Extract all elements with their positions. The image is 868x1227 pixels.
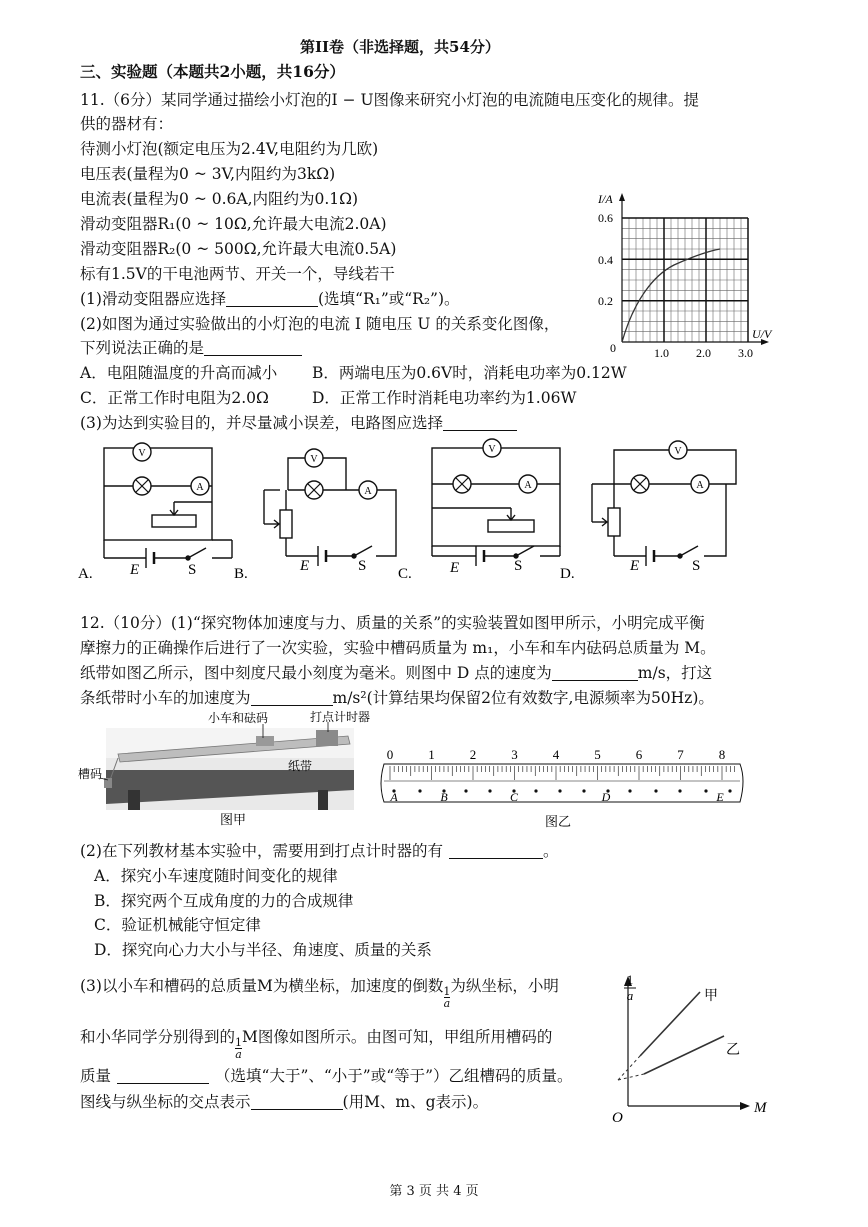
q11-part2-line1: (2)如图为通过实验做出的小灯泡的电流 I 随电压 U 的关系变化图像，	[80, 315, 560, 333]
q12-line3-text: 纸带如图乙所示，图中刻度尺最小刻度为毫米。则图中 D 点的速度为	[80, 664, 552, 682]
meter-label: V	[310, 454, 318, 465]
ruler-tape-figure	[378, 746, 748, 836]
iu-origin: 0	[610, 341, 616, 355]
iu-ylabel: I/A	[598, 192, 613, 206]
q11-part3-text: (3)为达到实验目的，并尽量减小误差，电路图应选择	[80, 414, 443, 432]
tape-point-label: A	[390, 790, 398, 804]
q11-item-lamp: 待测小灯泡(额定电压为2.4V,电阻约为几欧)	[80, 140, 379, 158]
tape-dot	[418, 789, 421, 792]
figure-caption: 图甲	[220, 812, 247, 827]
q12-part2-end: 。	[542, 842, 559, 860]
iu-xlabel: U/V	[752, 327, 772, 341]
battery-label: E	[300, 558, 310, 574]
answer-blank[interactable]	[552, 665, 638, 682]
circuit-d	[592, 450, 736, 566]
tape-dot	[534, 789, 537, 792]
q11-option-a: A．电阻随温度的升高而减小	[80, 364, 278, 382]
q12-part2	[80, 839, 558, 861]
ruler-number: 6	[635, 747, 643, 762]
answer-blank[interactable]	[251, 690, 333, 707]
q12-part3-line4	[80, 1090, 488, 1112]
q12-part3-text: （选填“大于”、“小于”或“等于”）乙组槽码的质量。	[215, 1067, 573, 1085]
q11-item-r1: 滑动变阻器R₁(0 ~ 10Ω,允许最大电流2.0A)	[80, 215, 387, 233]
ruler-number: 0	[386, 747, 394, 762]
iu-grid	[622, 218, 748, 342]
q12-line4-unit: m/s²(计算结果均保留2位有效数字,电源频率为50Hz)。	[332, 689, 714, 707]
q11-part2-text: 下列说法正确的是	[80, 339, 205, 357]
q11-stem-line2: 供的器材有：	[80, 115, 174, 133]
meter-label: A	[196, 482, 204, 493]
fraction-den: a	[443, 997, 451, 1010]
circuit-diagrams	[78, 438, 778, 586]
graph-ylabel-den: a	[626, 988, 634, 1003]
ruler-number: 4	[552, 747, 560, 762]
graph-line-label: 甲	[704, 989, 718, 1004]
tape-dot	[704, 789, 707, 792]
graph-x-arrow	[740, 1102, 750, 1110]
meter-label: V	[674, 446, 682, 457]
graph-ylabel-num: 1	[626, 972, 634, 987]
line-yi	[644, 1036, 724, 1074]
q12-line3-unit: m/s，打这	[637, 664, 713, 682]
tape-dot	[558, 789, 561, 792]
photo-label-weight: 槽码	[78, 767, 103, 781]
q11-item-r2: 滑动变阻器R₂(0 ~ 500Ω,允许最大电流0.5A)	[80, 240, 397, 258]
ruler-number: 7	[677, 747, 684, 762]
q11-item-battery: 标有1.5V的干电池两节、开关一个，导线若干	[80, 265, 395, 283]
q12-line4-text: 条纸带时小车的加速度为	[80, 689, 251, 707]
q11-part1-hint: (选填“R₁”或“R₂”)。	[317, 290, 460, 308]
tape-dot	[678, 789, 681, 792]
q11-item-voltmeter: 电压表(量程为0 ~ 3V,内阻约为3kΩ)	[80, 165, 336, 183]
section-heading: 三、实验题（本题共2小题，共16分）	[80, 62, 345, 81]
battery-label: E	[630, 558, 640, 574]
inverse-accel-graph	[604, 966, 774, 1130]
answer-blank[interactable]	[251, 1094, 343, 1111]
switch-label: S	[188, 562, 197, 578]
q11-stem-line1: 11.（6分）某同学通过描绘小灯泡的I − U图像来研究小灯泡的电流随电压变化的规律。提	[80, 91, 700, 109]
q12-option-a: A．探究小车速度随时间变化的规律	[94, 867, 338, 885]
tape-dot	[582, 789, 585, 792]
q11-part3	[80, 411, 517, 433]
q12-line3	[80, 661, 712, 683]
switch-label: S	[514, 558, 523, 574]
tape-point-label: B	[440, 790, 448, 804]
q11-option-c: C．正常工作时电阻为2.0Ω	[80, 389, 269, 407]
meter-label: A	[364, 486, 372, 497]
tape-dot	[728, 789, 731, 792]
circuit-c	[432, 448, 560, 566]
iu-graph	[594, 190, 770, 362]
ruler-number: 8	[718, 747, 726, 762]
tape-dot	[488, 789, 491, 792]
answer-blank[interactable]	[226, 291, 318, 308]
q12-part2-text: (2)在下列教材基本实验中，需要用到打点计时器的有	[80, 842, 443, 860]
photo-label-cart: 小车和砝码	[208, 711, 269, 725]
q12-option-b: B．探究两个互成角度的力的合成规律	[94, 892, 354, 910]
tape-point-label: E	[716, 790, 724, 804]
ruler-number: 5	[594, 747, 601, 762]
q12-line1: 12.（10分）(1)“探究物体加速度与力、质量的关系”的实验装置如图甲所示，小明完成平衡	[80, 614, 705, 632]
answer-blank[interactable]	[204, 340, 302, 357]
answer-blank[interactable]	[449, 843, 543, 860]
battery-label: E	[130, 562, 140, 578]
extension-dashed	[618, 1074, 644, 1080]
q11-part2-line2	[80, 336, 302, 358]
circuit-option-label: B.	[234, 566, 248, 582]
circuit-a	[104, 448, 232, 568]
fraction-num: 1	[235, 1036, 243, 1049]
q12-line2: 摩擦力的正确操作后进行了一次实验，实验中槽码质量为 m₁，小车和车内砝码总质量为 M。	[80, 639, 716, 657]
meter-label: V	[138, 448, 146, 459]
graph-line-label: 乙	[726, 1043, 740, 1058]
q12-part3-text: 为纵坐标，小明	[450, 977, 559, 995]
tape-point-label: D	[601, 790, 611, 804]
battery-label: E	[450, 560, 460, 576]
q12-part3-text: 质量	[80, 1067, 112, 1085]
circuit-option-label: C.	[398, 566, 412, 582]
q11-item-ammeter: 电流表(量程为0 ~ 0.6A,内阻约为0.1Ω)	[80, 190, 359, 208]
circuit-option-label: D.	[560, 566, 575, 582]
graph-xlabel: M	[754, 1100, 767, 1116]
q12-part3-line3	[80, 1064, 573, 1086]
meter-label: A	[524, 480, 532, 491]
ruler-number: 1	[428, 747, 435, 762]
q12-part3-text: (用M、m、g表示)。	[342, 1093, 489, 1111]
iu-xtick: 2.0	[696, 346, 711, 360]
iu-ytick: 0.2	[598, 294, 613, 308]
q12-part3-text: 图线与纵坐标的交点表示	[80, 1093, 251, 1111]
q12-line4	[80, 686, 714, 708]
circuit-b	[264, 458, 396, 566]
circuit-option-label: A.	[78, 566, 93, 582]
tape-dot	[628, 789, 631, 792]
extension-dashed	[618, 1056, 640, 1080]
switch-label: S	[358, 558, 367, 574]
paper-title: 第II卷（非选择题，共54分）	[300, 38, 500, 56]
iu-xtick: 3.0	[738, 346, 753, 360]
apparatus-photo	[78, 708, 371, 827]
figure-caption: 图乙	[544, 814, 572, 829]
meter-label: V	[488, 444, 496, 455]
q12-option-d: D．探究向心力大小与半径、角速度、质量的关系	[94, 941, 432, 959]
q12-part3-line1	[80, 974, 559, 1009]
switch-label: S	[692, 558, 701, 574]
tape-dot	[654, 789, 657, 792]
photo-label-tape: 纸带	[288, 759, 313, 773]
answer-blank[interactable]	[117, 1068, 209, 1085]
q12-part3-line2	[80, 1025, 552, 1060]
ruler-number: 3	[511, 747, 518, 762]
tape-dot	[464, 789, 467, 792]
ruler-number: 2	[469, 747, 477, 762]
iu-ytick: 0.6	[598, 211, 613, 225]
q11-option-d: D．正常工作时消耗电功率约为1.06W	[312, 389, 577, 407]
iu-y-arrow	[619, 193, 625, 201]
q12-part3-text: (3)以小车和槽码的总质量M为横坐标，加速度的倒数	[80, 977, 444, 995]
meter-label: A	[696, 480, 704, 491]
fraction-den: a	[235, 1048, 242, 1061]
q11-part1	[80, 287, 460, 309]
q11-option-b: B．两端电压为0.6V时，消耗电功率为0.12W	[312, 364, 627, 382]
iu-xtick: 1.0	[654, 346, 669, 360]
page-footer: 第 3 页 共 4 页	[389, 1184, 479, 1199]
tape-point-label: C	[509, 790, 519, 804]
iu-ytick: 0.4	[598, 253, 613, 267]
fraction	[235, 1037, 242, 1060]
graph-origin: O	[612, 1110, 623, 1126]
q11-part1-text: (1)滑动变阻器应选择	[80, 290, 226, 308]
line-jia	[640, 992, 700, 1056]
q12-part3-text: M图像如图所示。由图可知，甲组所用槽码的	[242, 1028, 553, 1046]
photo-label-timer: 打点计时器	[310, 710, 371, 724]
answer-blank[interactable]	[443, 415, 517, 432]
fraction-num: 1	[443, 985, 451, 998]
q12-part3-text: 和小华同学分别得到的	[80, 1028, 236, 1046]
q12-option-c: C．验证机械能守恒定律	[94, 916, 261, 934]
